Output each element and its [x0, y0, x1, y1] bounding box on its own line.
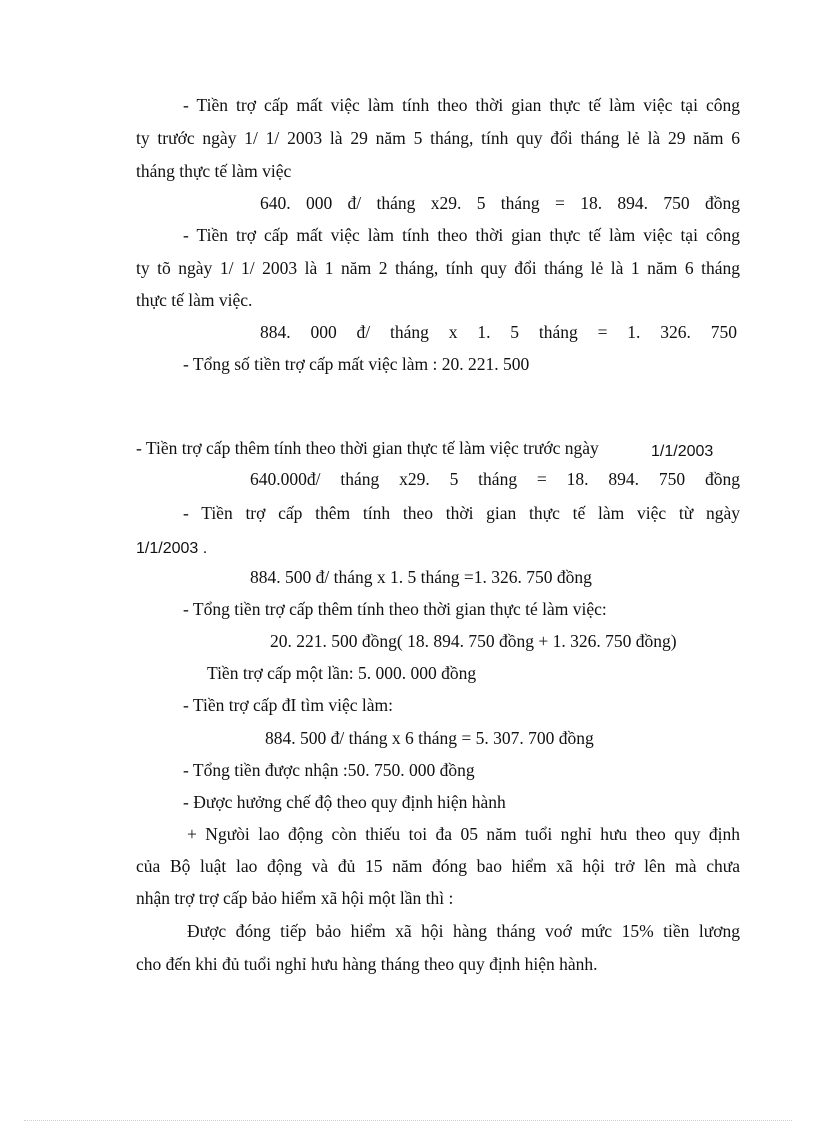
text-line: thực tế làm việc. [136, 290, 253, 310]
calculation-line: 884. 500 đ/ tháng x 1. 5 tháng =1. 326. 750 đồng [250, 567, 592, 587]
text-line: ty trước ngày 1/ 1/ 2003 là 29 năm 5 tháng, tính quy đổi tháng lẻ là 29 năm 6 [136, 128, 740, 148]
text-line: - Tiền trợ cấp thêm tính theo thời gian thực tế làm việc trước ngày [136, 438, 599, 458]
calculation-line: 640. 000 đ/ tháng x29. 5 tháng = 18. 894. 750 đồng [260, 193, 740, 213]
text-line: tháng thực tế làm việc [136, 161, 292, 181]
text-line: nhận trợ trợ cấp bảo hiểm xã hội một lần thì : [136, 888, 454, 908]
text-line: - Được hưởng chế độ theo quy định hiện hành [183, 792, 506, 812]
page-footer-rule [24, 1120, 792, 1121]
text-line: của Bộ luật lao động và đủ 15 năm đóng bao hiểm xã hội trở lên mà chưa [136, 856, 740, 876]
text-line: - Tiền trợ cấp mất việc làm tính theo thời gian thực tế làm việc tại công [183, 95, 740, 115]
calculation-line: 884. 500 đ/ tháng x 6 tháng = 5. 307. 700 đồng [265, 728, 594, 748]
text-line: + Ngưòi lao động còn thiếu toi đa 05 năm tuổi nghỉ hưu theo quy định [187, 824, 740, 844]
text-line: - Tiền trợ cấp đI tìm việc làm: [183, 695, 393, 715]
calculation-line: 884. 000 đ/ tháng x 1. 5 tháng = 1. 326. 750 [260, 322, 737, 342]
calculation-line: 640.000đ/ tháng x29. 5 tháng = 18. 894. 750 đồng [250, 469, 740, 489]
date-text: 1/1/2003 . [136, 540, 208, 557]
calculation-line: 20. 221. 500 đồng( 18. 894. 750 đồng + 1. 326. 750 đồng) [270, 631, 677, 651]
text-line: - Tổng tiền trợ cấp thêm tính theo thời gian thực té làm việc: [183, 599, 607, 619]
text-line: - Tiền trợ cấp mất việc làm tính theo thời gian thực tế làm việc tại công [183, 225, 740, 245]
total-line: - Tổng tiền được nhận :50. 750. 000 đồng [183, 760, 475, 780]
text-line: Tiền trợ cấp một lần: 5. 000. 000 đồng [207, 663, 477, 683]
date-text: 1/1/2003 [651, 443, 714, 460]
text-line: - Tiền trợ cấp thêm tính theo thời gian thực tế làm việc từ ngày [183, 503, 740, 523]
total-line: - Tổng số tiền trợ cấp mất việc làm : 20. 221. 500 [183, 354, 530, 374]
text-line: Được đóng tiếp bảo hiểm xã hội hàng tháng voớ mức 15% tiền lương [187, 921, 740, 941]
text-line: cho đến khi đủ tuổi nghỉ hưu hàng tháng theo quy định hiện hành. [136, 954, 598, 974]
text-line: ty tõ ngày 1/ 1/ 2003 là 1 năm 2 tháng, tính quy đổi tháng lẻ là 1 năm 6 tháng [136, 258, 740, 278]
